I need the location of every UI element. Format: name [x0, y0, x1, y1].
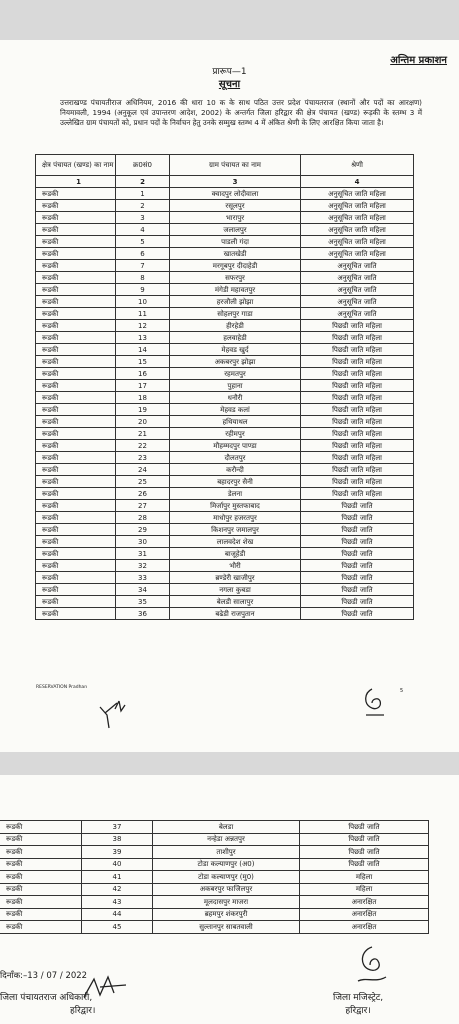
table-row	[0, 858, 429, 871]
cell-block: रूडकी	[0, 833, 82, 846]
cell-block: रूडकी	[36, 560, 116, 572]
cell-serial: 3	[116, 212, 170, 224]
final-publication-label: अन्तिम प्रकाशन	[390, 55, 447, 66]
cell-category: पिछडी जाति	[301, 596, 414, 608]
cell-village: रहमतपुर	[170, 368, 301, 380]
cell-village: पाडली गंदा	[170, 236, 301, 248]
cell-category: अनुसूचित जाति महिला	[301, 224, 414, 236]
cell-block: रूडकी	[36, 596, 116, 608]
cell-block: रूडकी	[36, 212, 116, 224]
cell-village: धनौरी	[170, 392, 301, 404]
cell-village: रसूलपुर	[170, 200, 301, 212]
cell-serial: 34	[116, 584, 170, 596]
cell-serial: 12	[116, 320, 170, 332]
cell-serial: 7	[116, 260, 170, 272]
cell-village: हलवाहेडी	[170, 332, 301, 344]
cell-village: रहीमपुर	[170, 428, 301, 440]
officer-location: हरिद्वार।	[70, 1006, 96, 1016]
cell-block: रूडकी	[36, 440, 116, 452]
cell-village: सुल्तानपुर साबतवाली	[153, 921, 300, 934]
cell-village: माधोपुर हजरतपुर	[170, 512, 301, 524]
district-magistrate	[333, 992, 383, 1018]
table-row	[36, 560, 414, 572]
cell-village: नगला कुबडा	[170, 584, 301, 596]
cell-village: जलालपुर	[170, 224, 301, 236]
table-row	[36, 332, 414, 344]
cell-serial: 36	[116, 608, 170, 620]
cell-village: मिर्जापुर मुस्तफाबाद	[170, 500, 301, 512]
cell-serial: 23	[116, 452, 170, 464]
table-row	[36, 236, 414, 248]
cell-serial: 17	[116, 380, 170, 392]
table-row	[36, 356, 414, 368]
cell-block: रूडकी	[36, 188, 116, 200]
cell-category: पिछडी जाति महिला	[301, 404, 414, 416]
table-row	[36, 524, 414, 536]
cell-serial: 26	[116, 488, 170, 500]
header-serial: क्र0सं0	[116, 155, 170, 176]
header-category: श्रेणी	[301, 155, 414, 176]
cell-category: अनुसूचित जाति महिला	[301, 248, 414, 260]
cell-category: अनुसूचित जाति महिला	[301, 212, 414, 224]
cell-category: पिछडी जाति महिला	[301, 392, 414, 404]
table-row	[0, 896, 429, 909]
table-row	[0, 871, 429, 884]
cell-category: पिछडी जाति महिला	[301, 416, 414, 428]
cell-serial: 5	[116, 236, 170, 248]
cell-village: ब्रहमपुर शंकरपुरी	[153, 908, 300, 921]
cell-village: मरगूबपुर दीदाहेडी	[170, 260, 301, 272]
table-row	[36, 548, 414, 560]
table-row	[0, 846, 429, 859]
cell-serial: 19	[116, 404, 170, 416]
cell-serial: 25	[116, 476, 170, 488]
cell-village: अकबरपुर फाजिलपुर	[153, 883, 300, 896]
cell-village: मेहवड कलां	[170, 404, 301, 416]
cell-village: मूलदासपुर माजरा	[153, 896, 300, 909]
cell-village: सोहलपुर गाडा	[170, 308, 301, 320]
cell-serial: 14	[116, 344, 170, 356]
cell-village: बाजूहेडी	[170, 548, 301, 560]
cell-block: रूडकी	[36, 344, 116, 356]
cell-category: पिछडी जाति महिला	[301, 464, 414, 476]
cell-village: क्वादपुर लोदीवाला	[170, 188, 301, 200]
cell-block: रूडकी	[36, 380, 116, 392]
cell-category: अनुसूचित जाति	[301, 308, 414, 320]
cell-block: रूडकी	[36, 248, 116, 260]
cell-block: रूडकी	[36, 296, 116, 308]
cell-serial: 24	[116, 464, 170, 476]
table-row	[36, 188, 414, 200]
cell-village: नन्हेडा अन्नतपुर	[153, 833, 300, 846]
table-row	[36, 392, 414, 404]
cell-village: बहादरपुर सैनी	[170, 476, 301, 488]
cell-category: अनुसूचित जाति	[301, 272, 414, 284]
cell-village: मौहम्मदपुर पाण्डा	[170, 440, 301, 452]
cell-serial: 38	[82, 833, 153, 846]
cell-category: पिछडी जाति	[301, 608, 414, 620]
cell-serial: 41	[82, 871, 153, 884]
cell-category: अनुसूचित जाति महिला	[301, 236, 414, 248]
header-block: क्षेत्र पंचायत (खण्ड) का नाम	[36, 155, 116, 176]
cell-category: पिछडी जाति महिला	[301, 380, 414, 392]
cell-category: अनुसूचित जाति महिला	[301, 200, 414, 212]
footnote: RESERVATION Pradhan	[36, 685, 88, 690]
notice-date: दिनाँक:–13 / 07 / 2022	[0, 971, 88, 981]
cell-block: रूडकी	[36, 428, 116, 440]
cell-block: रूडकी	[36, 476, 116, 488]
cell-category: पिछडी जाति महिला	[301, 356, 414, 368]
cell-category: पिछडी जाति महिला	[301, 488, 414, 500]
table-row	[36, 464, 414, 476]
magistrate-location: हरिद्वार।	[345, 1006, 371, 1016]
table-row	[36, 308, 414, 320]
cell-village: लालवदेश शेख	[170, 536, 301, 548]
cell-serial: 6	[116, 248, 170, 260]
cell-category: अनुसूचित जाति	[301, 260, 414, 272]
cell-category: पिछडी जाति	[300, 846, 429, 859]
cell-block: रूडकी	[36, 224, 116, 236]
cell-category: पिछडी जाति	[301, 548, 414, 560]
cell-category: पिछडी जाति	[301, 524, 414, 536]
reservation-table-continued	[0, 820, 429, 934]
cell-village: बढेडी राजपुतान	[170, 608, 301, 620]
cell-category: महिला	[300, 871, 429, 884]
cell-serial: 4	[116, 224, 170, 236]
cell-category: पिछडी जाति महिला	[301, 332, 414, 344]
cell-category: अनुसूचित जाति	[301, 284, 414, 296]
cell-category: अनुसूचित जाति	[301, 296, 414, 308]
cell-category: पिछडी जाति	[300, 821, 429, 834]
notice-title: सूचना	[218, 79, 241, 90]
officer-title: जिला पंचायतराज अधिकारी,	[0, 993, 93, 1003]
cell-village: बेलडी सालापुर	[170, 596, 301, 608]
table-row	[36, 248, 414, 260]
cell-serial: 29	[116, 524, 170, 536]
cell-serial: 39	[82, 846, 153, 859]
table-row	[36, 284, 414, 296]
cell-block: रूडकी	[36, 500, 116, 512]
notice-page-2	[0, 775, 459, 1024]
cell-village: खातखेडी	[170, 248, 301, 260]
cell-block: रूडकी	[0, 846, 82, 859]
cell-block: रूडकी	[36, 284, 116, 296]
cell-block: रूडकी	[36, 260, 116, 272]
cell-category: पिछडी जाति महिला	[301, 440, 414, 452]
cell-serial: 22	[116, 440, 170, 452]
cell-village: हीरहेडी	[170, 320, 301, 332]
cell-category: पिछडी जाति	[301, 572, 414, 584]
cell-village: किशनपुर जमालपुर	[170, 524, 301, 536]
cell-village: अकबरपुर झोझा	[170, 356, 301, 368]
cell-block: रूडकी	[0, 921, 82, 934]
cell-category: अनारक्षित	[300, 908, 429, 921]
table-row	[36, 416, 414, 428]
cell-serial: 8	[116, 272, 170, 284]
cell-block: रूडकी	[0, 883, 82, 896]
cell-block: रूडकी	[36, 608, 116, 620]
cell-village: करौन्दी	[170, 464, 301, 476]
cell-category: पिछडी जाति	[301, 512, 414, 524]
cell-category: अनुसूचित जाति महिला	[301, 188, 414, 200]
cell-serial: 37	[82, 821, 153, 834]
cell-block: रूडकी	[36, 524, 116, 536]
cell-village: दौलतपुर	[170, 452, 301, 464]
page-number: 5	[400, 688, 404, 694]
cell-block: रूडकी	[36, 200, 116, 212]
column-number-row	[36, 176, 414, 188]
cell-serial: 32	[116, 560, 170, 572]
cell-village: हरजौली झोझा	[170, 296, 301, 308]
cell-serial: 28	[116, 512, 170, 524]
cell-block: रूडकी	[36, 272, 116, 284]
cell-serial: 15	[116, 356, 170, 368]
cell-serial: 20	[116, 416, 170, 428]
cell-village: हथियाथल	[170, 416, 301, 428]
cell-block: रूडकी	[0, 858, 82, 871]
cell-block: रूडकी	[36, 356, 116, 368]
cell-serial: 9	[116, 284, 170, 296]
table-row	[36, 404, 414, 416]
cell-category: पिछडी जाति	[301, 536, 414, 548]
cell-category: महिला	[300, 883, 429, 896]
table-row	[36, 380, 414, 392]
cell-village: बेलडा	[153, 821, 300, 834]
table-row	[36, 536, 414, 548]
cell-block: रूडकी	[0, 908, 82, 921]
table-header-row	[36, 155, 414, 176]
cell-serial: 31	[116, 548, 170, 560]
cell-village: डेलना	[170, 488, 301, 500]
cell-block: रूडकी	[36, 236, 116, 248]
signature-right	[360, 685, 390, 720]
cell-block: रूडकी	[36, 488, 116, 500]
cell-serial: 1	[116, 188, 170, 200]
reservation-table	[35, 154, 414, 620]
col-number: 1	[36, 176, 116, 188]
col-number: 2	[116, 176, 170, 188]
cell-block: रूडकी	[36, 512, 116, 524]
signature-magistrate	[352, 943, 392, 991]
cell-serial: 30	[116, 536, 170, 548]
cell-village: पुहाना	[170, 380, 301, 392]
table-row	[36, 200, 414, 212]
cell-category: अनारक्षित	[300, 896, 429, 909]
cell-block: रूडकी	[36, 572, 116, 584]
cell-block: रूडकी	[0, 896, 82, 909]
table-row	[36, 488, 414, 500]
notice-page-1	[0, 40, 459, 752]
cell-village: टोडा कल्याणपुर (मु0)	[153, 871, 300, 884]
cell-serial: 10	[116, 296, 170, 308]
cell-category: पिछडी जाति	[300, 833, 429, 846]
cell-serial: 44	[82, 908, 153, 921]
table-row	[36, 584, 414, 596]
table-row	[36, 452, 414, 464]
signature-left	[95, 695, 135, 730]
table-row	[36, 296, 414, 308]
cell-block: रूडकी	[36, 404, 116, 416]
cell-block: रूडकी	[36, 452, 116, 464]
cell-category: पिछडी जाति	[301, 500, 414, 512]
cell-block: रूडकी	[36, 416, 116, 428]
table-row	[0, 921, 429, 934]
cell-serial: 27	[116, 500, 170, 512]
cell-category: पिछडी जाति महिला	[301, 368, 414, 380]
cell-block: रूडकी	[36, 548, 116, 560]
cell-serial: 11	[116, 308, 170, 320]
cell-category: पिछडी जाति महिला	[301, 344, 414, 356]
table-row	[36, 272, 414, 284]
cell-block: रूडकी	[36, 536, 116, 548]
cell-block: रूडकी	[36, 584, 116, 596]
table-row	[0, 833, 429, 846]
table-row	[36, 440, 414, 452]
cell-serial: 2	[116, 200, 170, 212]
cell-serial: 18	[116, 392, 170, 404]
cell-category: पिछडी जाति महिला	[301, 452, 414, 464]
cell-block: रूडकी	[0, 871, 82, 884]
cell-block: रूडकी	[36, 464, 116, 476]
cell-serial: 43	[82, 896, 153, 909]
table-row	[0, 821, 429, 834]
cell-serial: 45	[82, 921, 153, 934]
cell-category: पिछडी जाति महिला	[301, 428, 414, 440]
cell-serial: 33	[116, 572, 170, 584]
cell-category: पिछडी जाति	[301, 560, 414, 572]
table-row	[36, 596, 414, 608]
col-number: 3	[170, 176, 301, 188]
table-row	[36, 368, 414, 380]
cell-village: भारापुर	[170, 212, 301, 224]
cell-block: रूडकी	[36, 320, 116, 332]
cell-serial: 13	[116, 332, 170, 344]
magistrate-title: जिला मजिस्ट्रेट,	[333, 993, 384, 1003]
cell-village: भौरी	[170, 560, 301, 572]
cell-category: पिछडी जाति महिला	[301, 320, 414, 332]
table-row	[36, 260, 414, 272]
cell-serial: 35	[116, 596, 170, 608]
table-row	[36, 320, 414, 332]
cell-serial: 16	[116, 368, 170, 380]
table-row	[0, 883, 429, 896]
header-village: ग्राम पंचायत का नाम	[170, 155, 301, 176]
cell-category: पिछडी जाति	[300, 858, 429, 871]
table-row	[36, 512, 414, 524]
cell-serial: 21	[116, 428, 170, 440]
signature-officer	[80, 973, 130, 1003]
cell-village: सफरपुर	[170, 272, 301, 284]
cell-category: अनारक्षित	[300, 921, 429, 934]
cell-village: ताशीपुर	[153, 846, 300, 859]
cell-village: मंगेडी महावतपुर	[170, 284, 301, 296]
table-row	[36, 212, 414, 224]
cell-block: रूडकी	[36, 392, 116, 404]
notice-intro: उत्तराखण्ड पंचायतीराज अधिनियम, 2016 की धारा 10 क के साथ पठित उत्तर प्रदेश पंचायतराज (स्थानों और पदों का आरक्षण) नियमावली, 1994 (अनुकूल एवं उपान्तरण आदेश, 2002) के अन्तर्गत जिला हरिद्वार की क्षेत्र पंचायत (खण्ड) रूड़की के स्तम्भ 3 में उल्लेखित ग्राम पंचायतों को, प्रधान पदों के निर्वाचन हेतु उनके सम्मुख स्तम्भ 4 में अंकित श्रेणी के लिए आरक्षित किया जाता है।	[60, 98, 422, 127]
cell-serial: 42	[82, 883, 153, 896]
cell-block: रूडकी	[36, 368, 116, 380]
cell-block: रूडकी	[36, 308, 116, 320]
table-row	[36, 344, 414, 356]
table-row	[36, 428, 414, 440]
cell-block: रूडकी	[0, 821, 82, 834]
table-row	[36, 476, 414, 488]
table-row	[36, 572, 414, 584]
cell-category: पिछडी जाति महिला	[301, 476, 414, 488]
table-row	[36, 608, 414, 620]
cell-category: पिछडी जाति	[301, 584, 414, 596]
cell-village: ब्रण्डेरी खाजीपुर	[170, 572, 301, 584]
table-row	[36, 500, 414, 512]
form-label: प्रारूप—1	[212, 67, 247, 77]
table-row	[0, 908, 429, 921]
col-number: 4	[301, 176, 414, 188]
table-row	[36, 224, 414, 236]
cell-block: रूडकी	[36, 332, 116, 344]
cell-village: मेहवड खुर्द	[170, 344, 301, 356]
cell-serial: 40	[82, 858, 153, 871]
cell-village: टोडा कल्याणपुर (अ0)	[153, 858, 300, 871]
